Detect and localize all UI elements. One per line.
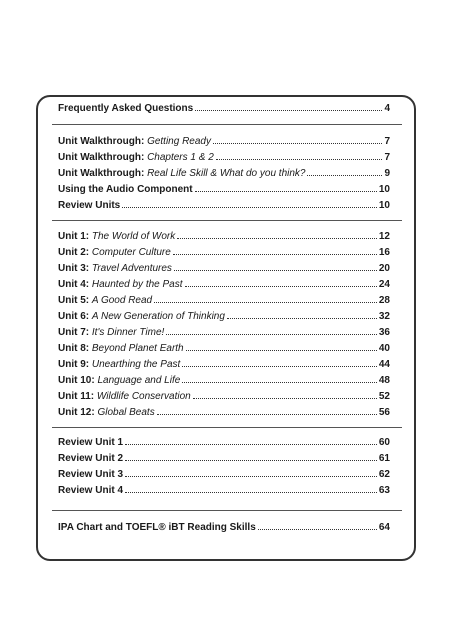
entry-title: Unit Walkthrough: [58, 152, 145, 163]
entry-title: Review Unit 2 [58, 453, 124, 464]
toc-entry[interactable] [58, 277, 390, 293]
page-number: 9 [384, 168, 390, 179]
units-section [58, 229, 390, 421]
toc-entry[interactable] [58, 467, 390, 483]
toc-entry[interactable] [58, 245, 390, 261]
section-divider [52, 124, 402, 125]
leader-dots [195, 110, 382, 111]
page-number: 52 [378, 391, 390, 402]
page-number: 4 [384, 103, 390, 114]
entry-title: Unit 4: [58, 279, 90, 290]
entry-subtitle: Getting Ready [147, 136, 211, 147]
page-number: 10 [378, 200, 390, 211]
entry-subtitle: Travel Adventures [91, 263, 172, 274]
leader-dots [125, 492, 377, 493]
section-divider [52, 427, 402, 428]
entry-subtitle: Unearthing the Past [91, 359, 181, 370]
toc-entry[interactable] [58, 325, 390, 341]
entry-title: Unit Walkthrough: [58, 136, 145, 147]
entry-subtitle: Wildlife Conservation [96, 391, 191, 402]
entry-subtitle: Global Beats [97, 407, 155, 418]
toc-entry[interactable] [58, 182, 390, 198]
page-number: 61 [378, 453, 390, 464]
toc-entry[interactable] [58, 101, 390, 117]
toc-entry[interactable] [58, 309, 390, 325]
page-number: 7 [384, 136, 390, 147]
leader-dots [157, 414, 377, 415]
review-section [58, 435, 390, 499]
page-number: 20 [378, 263, 390, 274]
entry-subtitle: Language and Life [97, 375, 181, 386]
leader-dots [125, 476, 377, 477]
toc-entry[interactable] [58, 198, 390, 214]
toc-entry[interactable] [58, 373, 390, 389]
entry-title: Unit 3: [58, 263, 90, 274]
entry-title: Unit 12: [58, 407, 95, 418]
entry-subtitle: Computer Culture [91, 247, 171, 258]
page-number: 62 [378, 469, 390, 480]
entry-title: Review Unit 3 [58, 469, 124, 480]
toc-entry[interactable] [58, 341, 390, 357]
leader-dots [173, 254, 377, 255]
entry-title: Using the Audio Component [58, 184, 193, 195]
entry-subtitle: It's Dinner Time! [91, 327, 165, 338]
entry-title: Unit 1: [58, 231, 90, 242]
leader-dots [166, 334, 377, 335]
toc-entry[interactable] [58, 483, 390, 499]
page-number: 63 [378, 485, 390, 496]
toc-entry[interactable] [58, 261, 390, 277]
page-number: 16 [378, 247, 390, 258]
entry-title: Review Units [58, 200, 121, 211]
entry-subtitle: A Good Read [91, 295, 153, 306]
leader-dots [174, 270, 377, 271]
section-divider [52, 220, 402, 221]
toc-entry[interactable] [58, 405, 390, 421]
page-number: 48 [378, 375, 390, 386]
leader-dots [186, 350, 377, 351]
entry-title: Unit 9: [58, 359, 90, 370]
leader-dots [125, 444, 377, 445]
page-number: 40 [378, 343, 390, 354]
entry-subtitle: Real Life Skill & What do you think? [147, 168, 306, 179]
entry-title: Review Unit 1 [58, 437, 124, 448]
page-number: 7 [384, 152, 390, 163]
page-number: 12 [378, 231, 390, 242]
page-number: 10 [378, 184, 390, 195]
leader-dots [258, 529, 377, 530]
toc-entry[interactable] [58, 451, 390, 467]
toc-entry[interactable] [58, 134, 390, 150]
section-divider [52, 510, 402, 511]
entry-subtitle: Chapters 1 & 2 [147, 152, 214, 163]
leader-dots [177, 238, 377, 239]
leader-dots [122, 207, 377, 208]
toc-entry[interactable] [58, 357, 390, 373]
page-number: 24 [378, 279, 390, 290]
toc-entry[interactable] [58, 293, 390, 309]
entry-subtitle: The World of Work [91, 231, 176, 242]
page-number: 32 [378, 311, 390, 322]
entry-title: Unit 5: [58, 295, 90, 306]
entry-title: IPA Chart and TOEFL® iBT Reading Skills [58, 522, 256, 533]
faq-section [58, 101, 390, 117]
leader-dots [125, 460, 377, 461]
toc-entry[interactable] [58, 150, 390, 166]
page-number: 36 [378, 327, 390, 338]
leader-dots [227, 318, 377, 319]
toc-entry[interactable] [58, 435, 390, 451]
entry-subtitle: Beyond Planet Earth [91, 343, 184, 354]
leader-dots [185, 286, 377, 287]
entry-subtitle: Haunted by the Past [91, 279, 183, 290]
entry-subtitle: A New Generation of Thinking [91, 311, 225, 322]
toc-entry[interactable] [58, 520, 390, 536]
leader-dots [307, 175, 382, 176]
walkthrough-section [58, 134, 390, 214]
leader-dots [182, 382, 377, 383]
entry-title: Unit 10: [58, 375, 95, 386]
leader-dots [182, 366, 377, 367]
entry-title: Unit 8: [58, 343, 90, 354]
page-number: 64 [378, 522, 390, 533]
entry-title: Unit 6: [58, 311, 90, 322]
toc-box [36, 95, 416, 561]
leader-dots [213, 143, 382, 144]
entry-title: Frequently Asked Questions [58, 103, 194, 114]
leader-dots [216, 159, 383, 160]
page-number: 28 [378, 295, 390, 306]
page-number: 44 [378, 359, 390, 370]
ipa-section [58, 520, 390, 536]
leader-dots [154, 302, 377, 303]
toc-entry[interactable] [58, 229, 390, 245]
toc-entry[interactable] [58, 389, 390, 405]
entry-title: Unit Walkthrough: [58, 168, 145, 179]
entry-title: Unit 11: [58, 391, 95, 402]
entry-title: Unit 7: [58, 327, 90, 338]
leader-dots [193, 398, 377, 399]
leader-dots [195, 191, 377, 192]
toc-entry[interactable] [58, 166, 390, 182]
page-number: 56 [378, 407, 390, 418]
entry-title: Review Unit 4 [58, 485, 124, 496]
page-number: 60 [378, 437, 390, 448]
entry-title: Unit 2: [58, 247, 90, 258]
